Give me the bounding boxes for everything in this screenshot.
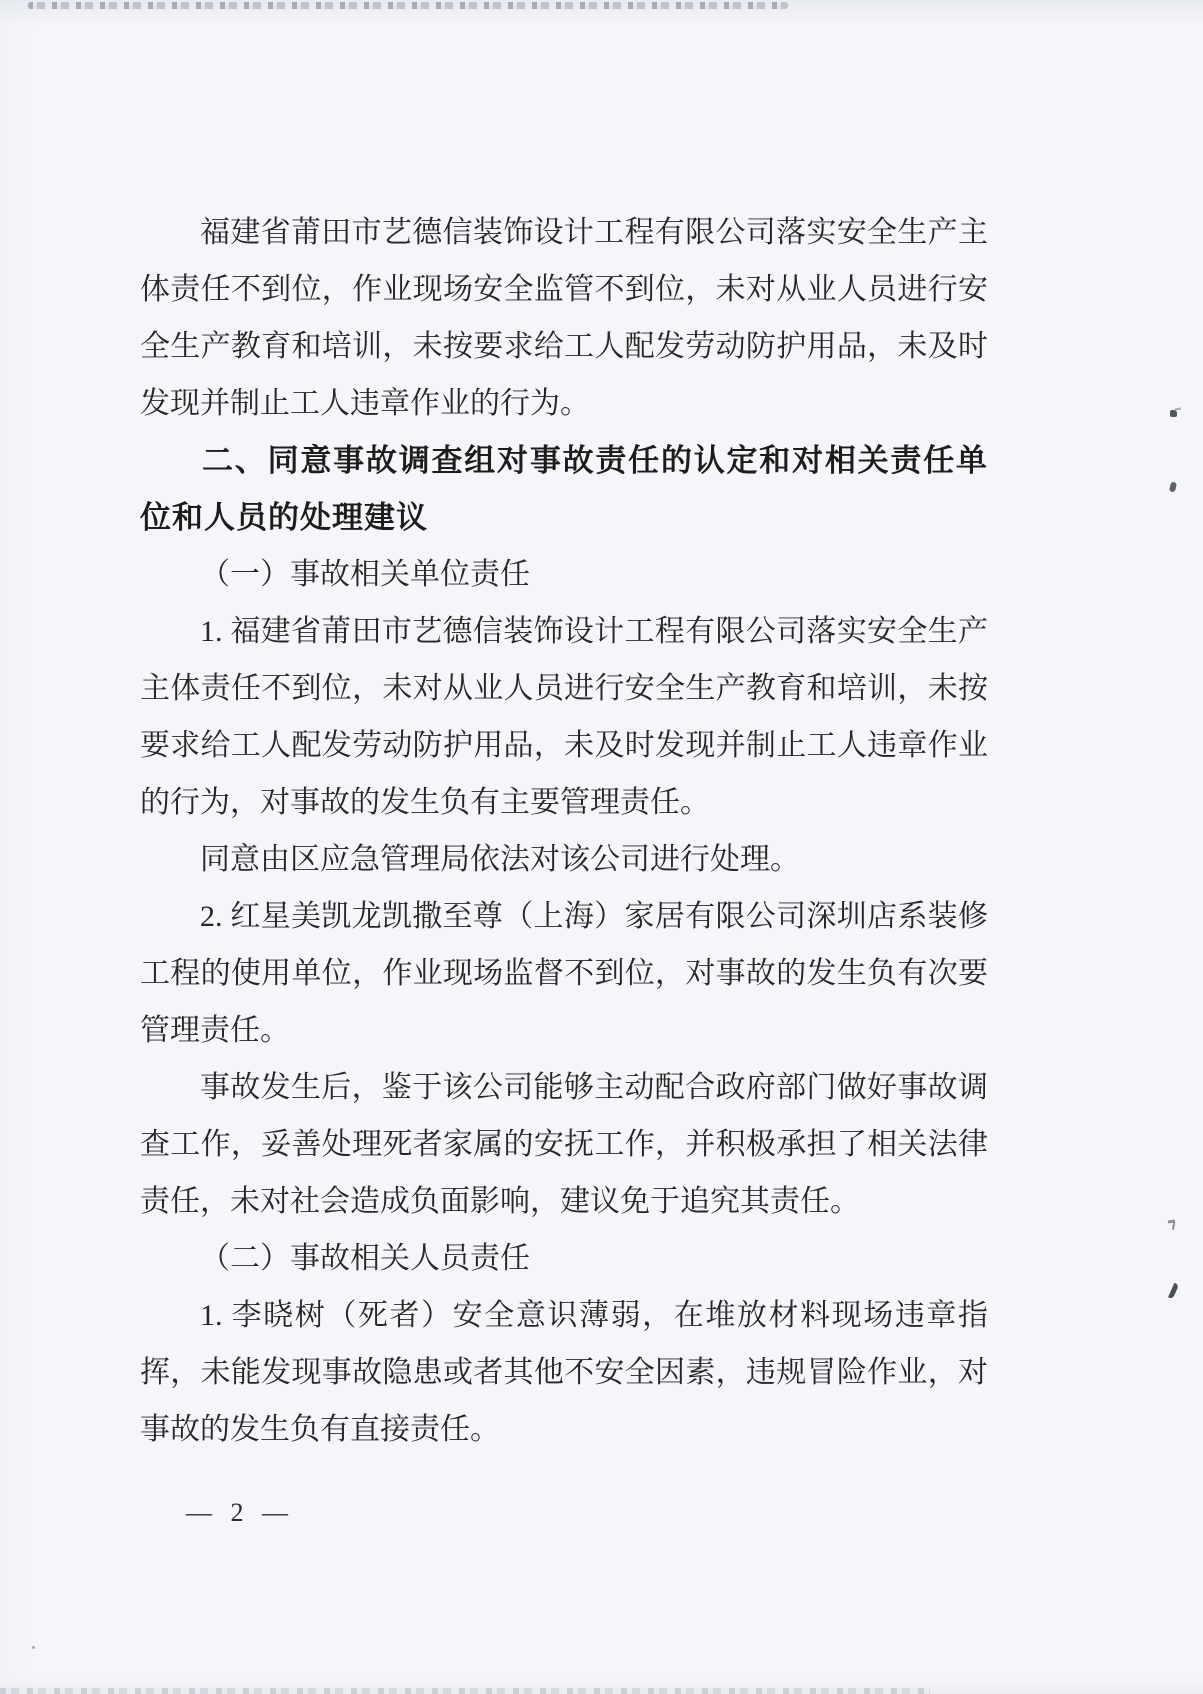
paragraph-unit-item-1: 1. 福建省莆田市艺德信装饰设计工程有限公司落实安全生产主体责任不到位，未对从业人员进行安全生产教育和培训，未按要求给工人配发劳动防护用品，未及时发现并制止工人违章作业的行为，对事故的发生负有主要管理责任。 xyxy=(140,615,988,819)
scan-noise-top-edge xyxy=(28,2,788,9)
document-body xyxy=(140,204,988,1541)
subsection-heading-unit-responsibility: （一）事故相关单位责任 xyxy=(200,558,530,591)
section-heading-2: 二、同意事故调查组对事故责任的认定和对相关责任单位和人员的处理建议 xyxy=(140,443,988,535)
scan-speck xyxy=(1170,410,1177,417)
paragraph-person-item-1: 1. 李晓树（死者）安全意识薄弱，在堆放材料现场违章指挥，未能发现事故隐患或者其他不安全因素，违规冒险作业，对事故的发生负有直接责任。 xyxy=(140,1299,988,1446)
paragraph-company-fault: 福建省莆田市艺德信装饰设计工程有限公司落实安全生产主体责任不到位，作业现场安全监管不到位，未对从业人员进行安全生产教育和培训，未按要求给工人配发劳动防护用品，未及时发现并制止工人违章作业的行为。 xyxy=(140,216,988,420)
subsection-heading-person-responsibility: （二）事故相关人员责任 xyxy=(200,1242,530,1275)
paragraph-unit-item-2-note: 事故发生后，鉴于该公司能够主动配合政府部门做好事故调查工作，妥善处理死者家属的安抚工作，并积极承担了相关法律责任，未对社会造成负面影响，建议免于追究其责任。 xyxy=(140,1071,988,1218)
paragraph-unit-item-2: 2. 红星美凯龙凯撒至尊（上海）家居有限公司深圳店系装修工程的使用单位，作业现场监督不到位，对事故的发生负有次要管理责任。 xyxy=(140,900,988,1047)
scan-speck xyxy=(1169,481,1177,492)
scan-speck xyxy=(32,1646,35,1649)
scan-speck xyxy=(1168,1283,1179,1300)
paragraph-unit-item-1-handling: 同意由区应急管理局依法对该公司进行处理。 xyxy=(200,843,800,876)
scan-noise-bottom-edge xyxy=(0,1688,930,1694)
scan-speck xyxy=(1168,1220,1175,1224)
page-number: — 2 — xyxy=(186,1498,294,1527)
